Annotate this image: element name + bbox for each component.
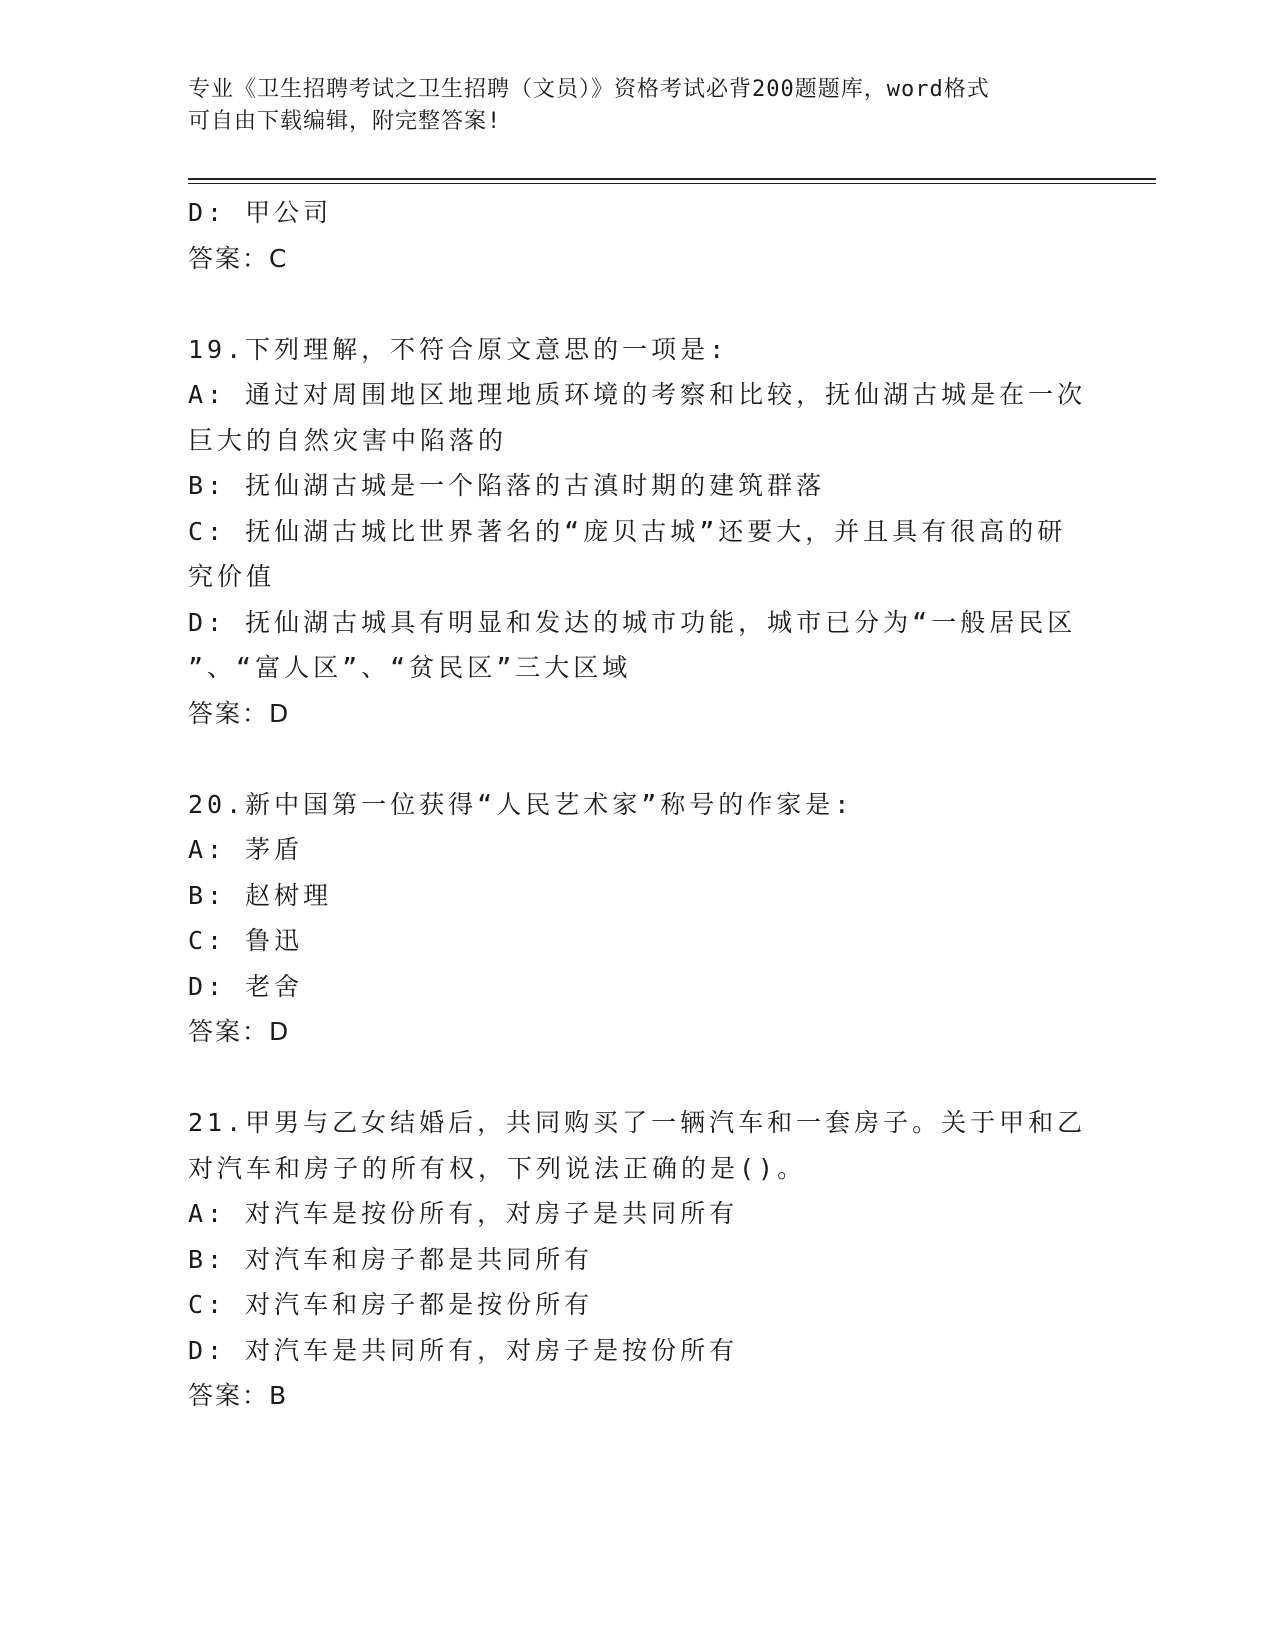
header-line-2: 可自由下载编辑，附完整答案!: [188, 109, 502, 134]
question-18-tail: [188, 190, 1088, 281]
answer-line: 答案：D: [188, 698, 291, 728]
answer-line: 答案：D: [188, 1017, 291, 1046]
option-a: A: 通过对周围地区地理地质环境的考察和比较，抚仙湖古城是在一次: [188, 380, 1087, 409]
option-c-continued: 究价值: [188, 562, 276, 591]
option-a: A: 对汽车是按份所有，对房子是共同所有: [188, 1199, 739, 1228]
spacer: [188, 736, 1088, 782]
answer-line: 答案：B: [188, 1381, 289, 1410]
spacer: [188, 281, 1088, 327]
option-a: A: 茅盾: [188, 835, 304, 864]
option-d: D: 对汽车是共同所有，对房子是按份所有: [188, 1335, 739, 1365]
answer-line: 答案：C: [188, 243, 289, 273]
question-21: [188, 1100, 1088, 1419]
option-b: B: 抚仙湖古城是一个陷落的古滇时期的建筑群落: [188, 471, 826, 500]
document-header: [188, 74, 1068, 138]
question-text: 21.甲男与乙女结婚后，共同购买了一辆汽车和一套房子。关于甲和乙: [188, 1108, 1087, 1137]
question-text: 20.新中国第一位获得“人民艺术家”称号的作家是:: [188, 789, 854, 819]
header-divider-thin: [188, 183, 1156, 184]
option-c: C: 抚仙湖古城比世界著名的“庞贝古城”还要大，并且具有很高的研: [188, 516, 1067, 546]
option-a-continued: 巨大的自然灾害中陷落的: [188, 425, 508, 455]
option-b: B: 赵树理: [188, 880, 333, 910]
header-line-1: 专业《卫生招聘考试之卫生招聘（文员）》资格考试必背200题题库，word格式: [188, 77, 990, 102]
option-c: C: 对汽车和房子都是按份所有: [188, 1290, 594, 1319]
document-body: [188, 190, 1088, 1419]
option-d-continued: ”、“富人区”、“贫民区”三大区域: [188, 653, 632, 682]
option-c: C: 鲁迅: [188, 926, 304, 955]
option-d: D: 老舍: [188, 971, 304, 1001]
option-d: D: 抚仙湖古城具有明显和发达的城市功能，城市已分为“一般居民区: [188, 607, 1077, 637]
spacer: [188, 1055, 1088, 1101]
question-text-continued: 对汽车和房子的所有权，下列说法正确的是()。: [188, 1153, 807, 1183]
question-text: 19.下列理解，不符合原文意思的一项是:: [188, 334, 729, 364]
question-19: [188, 327, 1088, 737]
option-b: B: 对汽车和房子都是共同所有: [188, 1244, 594, 1274]
header-divider-thick: [188, 178, 1156, 180]
question-20: [188, 782, 1088, 1055]
option-d: D: 甲公司: [188, 198, 333, 227]
